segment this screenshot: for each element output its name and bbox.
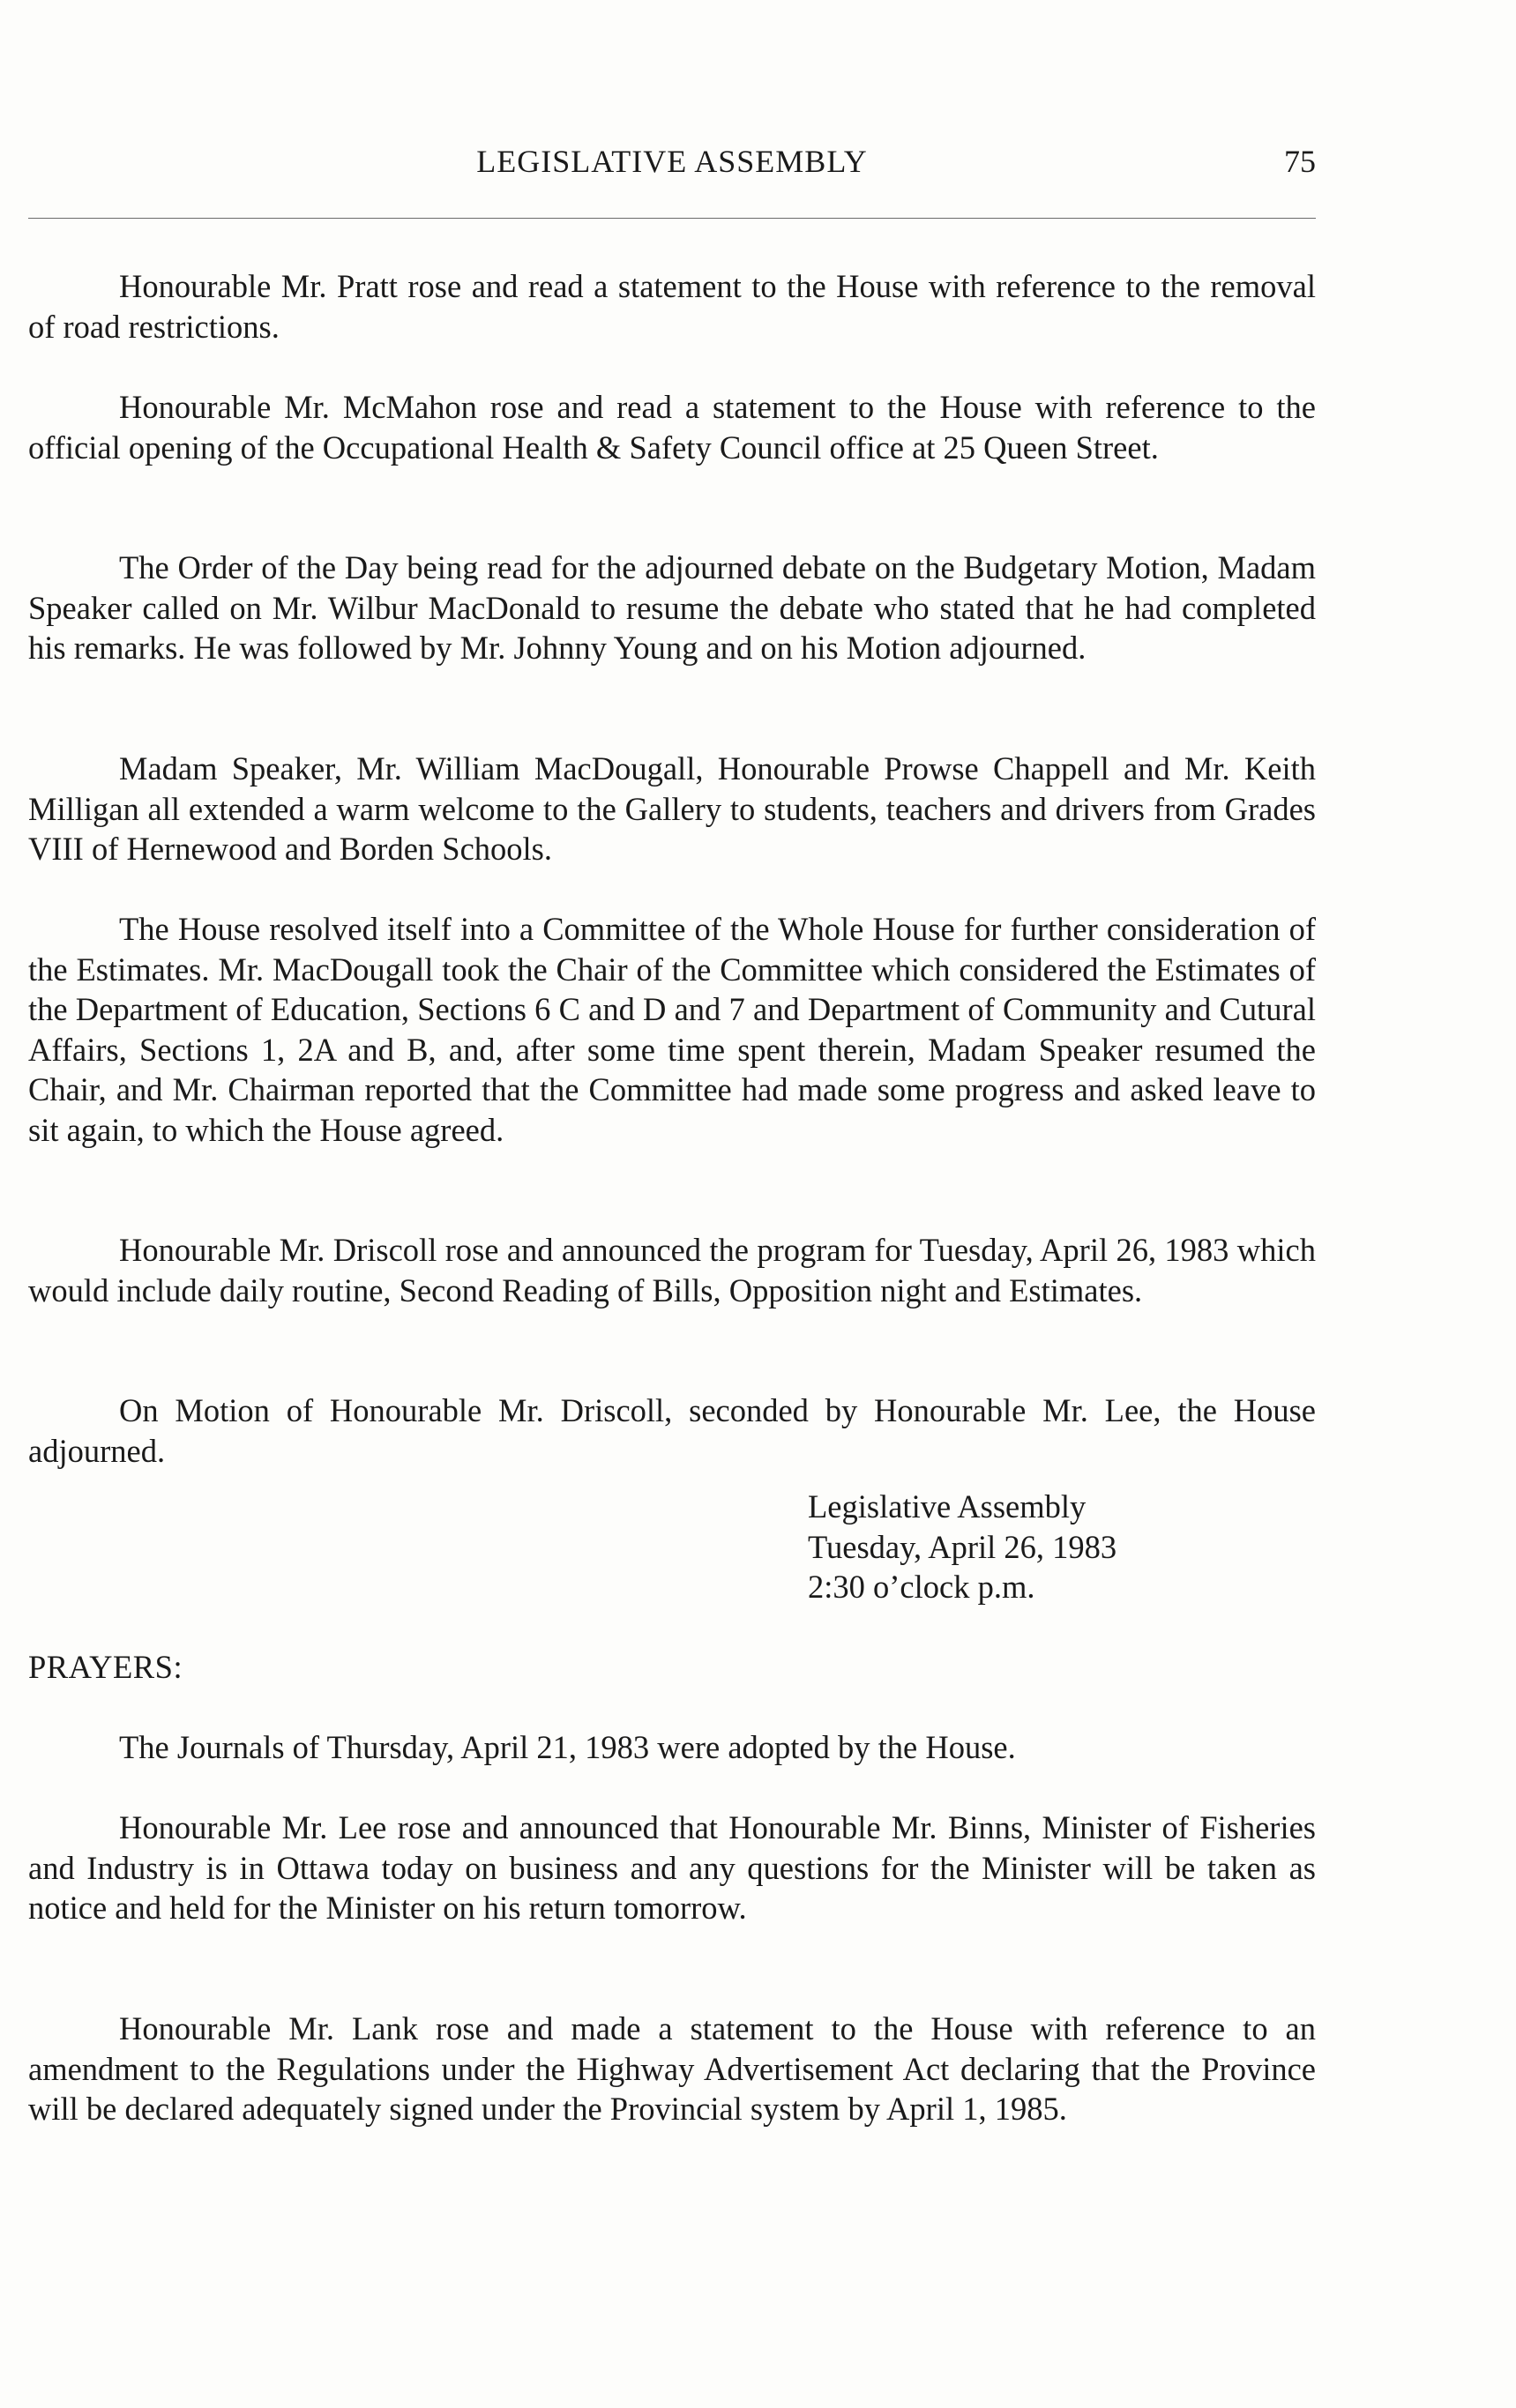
paragraph-budgetary-debate: The Order of the Day being read for the adjourned debate on the Budgetary Motion, Madam Speaker called on Mr. Wilbur MacDonald to resume the debate who stated that he had completed his remarks. He was followed by Mr. Johnny Young and on his Motion adjourned. [28,549,1316,666]
paragraph-pratt-statement: Honourable Mr. Pratt rose and read a statement to the House with reference to the removal of road restrictions. [28,268,1316,345]
sitting-body: Legislative Assembly [808,1488,1087,1525]
paragraph-committee-estimates: The House resolved itself into a Committee of the Whole House for further consideration of the Estimates. Mr. MacDougall took the Chair of the Committee which considered the Estimates of the Department of Education, Sections 6 C and D and 7 and Department of Community and Cutural Affairs, Sections 1, 2A and B, and, after some time spent therein, Madam Speaker resumed the Chair, and Mr. Chairman reported that the Committee had made some progress and asked leave to sit again, to which the House agreed. [28,911,1316,1148]
sitting-heading [808,1487,1116,1607]
paragraph-lee-announcement: Honourable Mr. Lee rose and announced that Honourable Mr. Binns, Minister of Fisheries and Industry is in Ottawa today on business and any questions for the Minister will be taken as notice and held for the Minister on his return tomorrow. [28,1809,1316,1926]
sitting-time: 2:30 o’clock p.m. [808,1569,1035,1605]
paragraph-journals-adopted: The Journals of Thursday, April 21, 1983 were adopted by the House. [119,1729,1016,1765]
header-rule [28,218,1316,219]
sitting-date: Tuesday, April 26, 1983 [808,1528,1117,1565]
paragraph-lank-statement: Honourable Mr. Lank rose and made a statement to the House with reference to an amendment to the Regulations under the Highway Advertisement Act declaring that the Province will be declared adequately signed under the Provincial system by April 1, 1985. [28,2010,1316,2127]
paragraph-mcmahon-statement: Honourable Mr. McMahon rose and read a statement to the House with reference to the official opening of the Occupational Health & Safety Council office at 25 Queen Street. [28,389,1316,466]
page-header [28,143,1316,189]
page-number: 75 [1284,144,1316,179]
paragraph-driscoll-program: Honourable Mr. Driscoll rose and announced the program for Tuesday, April 26, 1983 which would include daily routine, Second Reading of Bills, Opposition night and Estimates. [28,1232,1316,1308]
paragraph-adjournment: On Motion of Honourable Mr. Driscoll, seconded by Honourable Mr. Lee, the House adjourned. [28,1392,1316,1469]
running-head: LEGISLATIVE ASSEMBLY [476,144,868,179]
paragraph-gallery-welcome: Madam Speaker, Mr. William MacDougall, Honourable Prowse Chappell and Mr. Keith Milligan all extended a warm welcome to the Gallery to students, teachers and drivers from Grades VIII of Hernewood and Borden Schools. [28,750,1316,867]
prayers-label: PRAYERS: [28,1649,183,1685]
